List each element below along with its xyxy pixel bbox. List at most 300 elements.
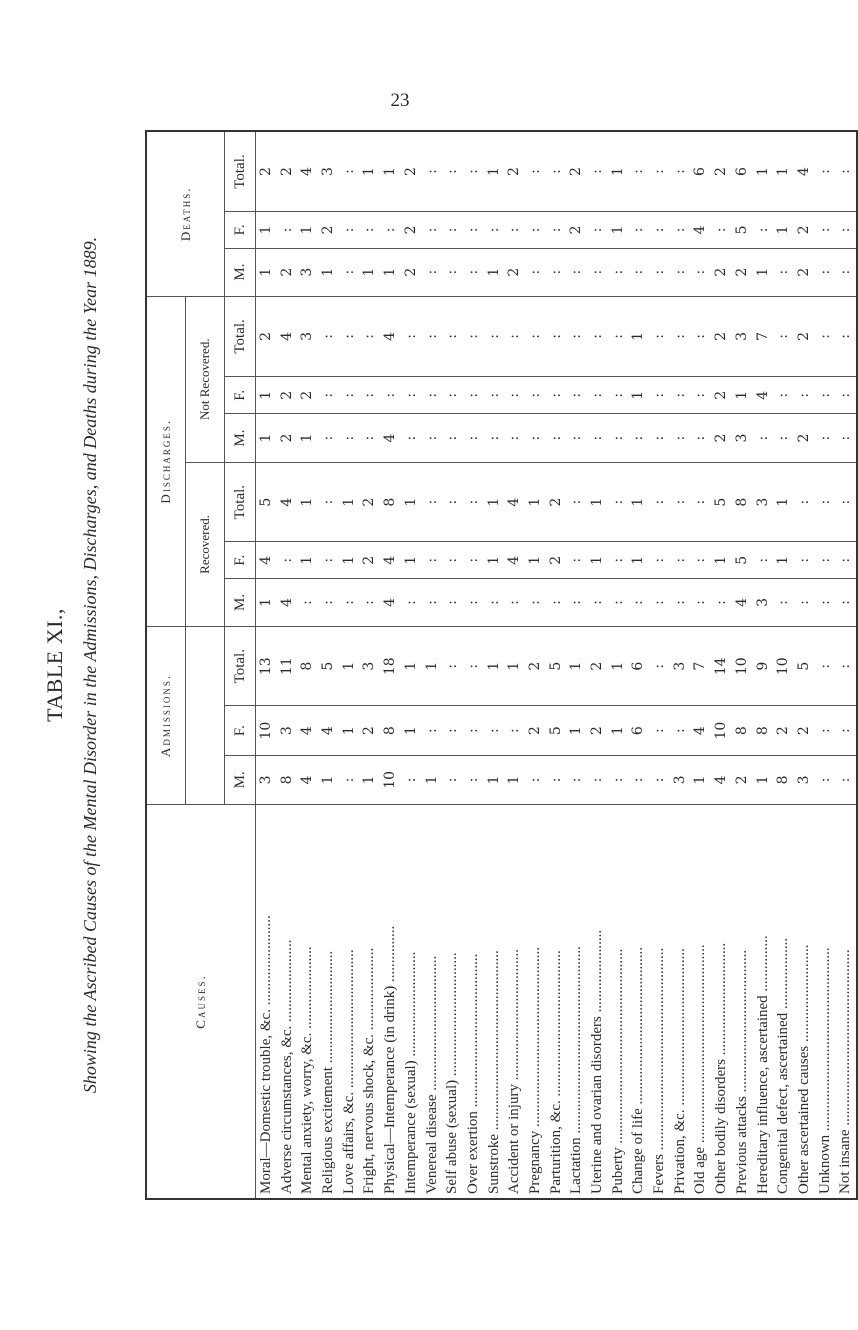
table-cell: :: [485, 392, 502, 398]
table-cell: 1: [258, 267, 274, 277]
table-cell: :: [444, 269, 461, 275]
table-cell: 5: [258, 497, 274, 507]
table-cell: 4: [506, 497, 523, 507]
table-subtitle: Showing the Ascribed Causes of the Mental Disorder in the Admissions, Discharges, and Deaths during the Year 1889.: [80, 236, 100, 1094]
table-cell: :: [837, 600, 854, 605]
table-cell: 2: [713, 331, 730, 341]
table-cell: 1: [713, 555, 730, 565]
table-cell: :: [402, 777, 419, 783]
table-cell: :: [651, 227, 668, 233]
table-cell: :: [485, 600, 502, 605]
table-cell: 3: [299, 267, 316, 277]
table-cell: 2: [258, 331, 274, 341]
table-cell: :: [630, 777, 647, 783]
not-recovered-total-column: [256, 296, 857, 377]
admissions-total-header: Total.: [225, 626, 256, 706]
table-cell: 1: [258, 390, 274, 400]
table-cell: 2: [795, 726, 812, 736]
table-cell: 1: [382, 167, 399, 177]
table-cell: 2: [506, 267, 523, 277]
cause-label: Physical—Intemperance (in drink) ...............: [382, 925, 399, 1194]
not-recovered-f-column: [256, 377, 857, 414]
table-cell: 8: [754, 726, 771, 736]
table-cell: :: [464, 392, 481, 398]
admissions-total-column: [256, 626, 857, 706]
table-cell: :: [651, 499, 668, 505]
table-cell: 1: [299, 497, 316, 507]
table-cell: 4: [278, 331, 295, 341]
table-cell: 4: [692, 225, 709, 235]
table-cell: :: [671, 600, 688, 605]
admissions-f-column: [256, 706, 857, 755]
table-cell: :: [692, 557, 709, 563]
table-cell: 1: [361, 167, 378, 177]
table-cell: 2: [402, 267, 419, 277]
not-recovered-total-header: Total.: [225, 296, 256, 377]
table-cell: 3: [754, 497, 771, 507]
table-cell: :: [754, 557, 771, 563]
table-cell: 8: [733, 726, 750, 736]
not-recovered-header: Not Recovered.: [186, 296, 225, 462]
table-cell: :: [775, 269, 792, 275]
admissions-header: Admissions.: [146, 626, 186, 804]
cause-label: Uterine and ovarian disorders ......................: [589, 929, 605, 1194]
table-cell: :: [464, 728, 481, 733]
table-cell: :: [713, 227, 730, 233]
table-cell: :: [423, 334, 440, 339]
recovered-total-header: Total.: [225, 462, 256, 542]
table-cell: :: [547, 435, 564, 441]
table-cell: 1: [382, 267, 399, 277]
table-cell: 2: [278, 167, 295, 177]
table-cell: 4: [733, 598, 750, 607]
table-cell: 1: [775, 497, 792, 507]
column-header-row: [225, 131, 256, 1199]
table-cell: :: [526, 435, 543, 441]
table-cell: 2: [795, 331, 812, 341]
table-cell: :: [589, 435, 605, 441]
table-cell: :: [692, 392, 709, 398]
table-cell: :: [837, 435, 854, 441]
table-cell: 3: [278, 726, 295, 736]
table-cell: :: [651, 269, 668, 275]
table-cell: 2: [713, 433, 730, 443]
table-cell: :: [671, 392, 688, 398]
table-cell: 2: [320, 225, 337, 235]
table-cell: :: [340, 334, 357, 339]
deaths-m-header: M.: [225, 248, 256, 296]
table-cell: :: [816, 334, 833, 339]
table-cell: 4: [506, 555, 523, 565]
table-cell: 4: [382, 331, 399, 341]
table-cell: :: [795, 499, 812, 505]
table-cell: 4: [299, 167, 316, 177]
table-cell: :: [816, 435, 833, 441]
table-cell: :: [775, 600, 792, 605]
table-cell: 3: [299, 331, 316, 341]
cause-label: Sunstroke ................................................: [485, 950, 502, 1194]
table-cell: 4: [382, 433, 399, 443]
table-cell: 2: [547, 497, 564, 507]
table-cell: 3: [320, 167, 337, 177]
table-cell: :: [547, 600, 564, 605]
table-cell: 1: [258, 433, 274, 443]
table-cell: :: [568, 392, 585, 398]
table-cell: 1: [754, 775, 771, 785]
table-cell: :: [651, 557, 668, 563]
table-cell: 2: [795, 433, 812, 443]
table-cell: :: [423, 435, 440, 441]
table-cell: :: [651, 777, 668, 783]
table-cell: 1: [299, 225, 316, 235]
table-cell: 5: [547, 726, 564, 736]
table-cell: 1: [320, 267, 337, 277]
table-cell: 2: [713, 267, 730, 277]
table-cell: :: [609, 269, 626, 275]
table-cell: :: [506, 227, 523, 233]
table-cell: :: [464, 777, 481, 783]
admissions-m-column: [256, 755, 857, 804]
table-cell: :: [402, 392, 419, 398]
table-cell: 2: [589, 726, 605, 736]
table-cell: 2: [589, 661, 605, 671]
table-cell: :: [547, 169, 564, 174]
table-cell: :: [754, 227, 771, 233]
table-cell: :: [320, 392, 337, 398]
table-cell: 2: [278, 433, 295, 443]
table-cell: 1: [340, 555, 357, 565]
table-label: TABLE XI.,: [42, 608, 67, 722]
table-cell: 1: [340, 497, 357, 507]
not-recovered-m-header: M.: [225, 414, 256, 463]
table-cell: 1: [485, 167, 502, 177]
table-cell: :: [795, 392, 812, 398]
table-cell: :: [444, 557, 461, 563]
table-cell: :: [506, 728, 523, 733]
table-cell: :: [526, 169, 543, 174]
table-cell: :: [671, 435, 688, 441]
table-cell: :: [671, 499, 688, 505]
table-cell: 4: [278, 598, 295, 607]
table-cell: 2: [361, 497, 378, 507]
table-cell: :: [630, 227, 647, 233]
table-cell: 18: [382, 657, 399, 676]
table-cell: :: [816, 392, 833, 398]
table-cell: 1: [320, 775, 337, 785]
deaths-total-header: Total.: [225, 131, 256, 212]
cause-label: Intemperance (sexual) ............................: [402, 951, 419, 1194]
table-cell: 1: [485, 267, 502, 277]
table-cell: 3: [733, 331, 750, 341]
table-cell: :: [630, 435, 647, 441]
table-cell: 1: [630, 555, 647, 565]
table-cell: :: [464, 600, 481, 605]
table-cell: 1: [775, 555, 792, 565]
table-cell: 1: [609, 225, 626, 235]
table-cell: :: [692, 600, 709, 605]
cause-label: Adverse circumstances, &c. ......................: [278, 939, 295, 1194]
table-cell: 10: [733, 657, 750, 676]
table-cell: :: [423, 169, 440, 174]
cause-label: Over exertion .........................................: [464, 953, 481, 1194]
cause-label: Other ascertained causes ..........................: [795, 944, 812, 1194]
table-cell: :: [816, 499, 833, 505]
table-cell: :: [795, 600, 812, 605]
table-cell: :: [651, 728, 668, 733]
table-cell: :: [423, 392, 440, 398]
table-cell: 5: [547, 661, 564, 671]
cause-label: Not insane ...............................................: [837, 949, 854, 1194]
deaths-header: Deaths.: [146, 131, 225, 296]
table-cell: :: [402, 435, 419, 441]
causes-table: [145, 130, 858, 1200]
table-cell: :: [485, 728, 502, 733]
table-cell: :: [526, 777, 543, 783]
table-cell: 1: [692, 775, 709, 785]
table-cell: :: [547, 392, 564, 398]
table-cell: :: [754, 435, 771, 441]
table-cell: :: [651, 435, 668, 441]
admissions-m-header: M.: [225, 755, 256, 804]
page-number: 23: [390, 90, 410, 111]
table-cell: :: [485, 227, 502, 233]
table-cell: :: [444, 777, 461, 783]
table-cell: 9: [754, 661, 771, 671]
table-cell: :: [340, 600, 357, 605]
cause-label: Parturition, &c. .......................................: [547, 950, 564, 1194]
table-cell: 3: [754, 598, 771, 607]
table-cell: :: [361, 435, 378, 441]
table-cell: :: [320, 334, 337, 339]
table-cell: 2: [506, 167, 523, 177]
table-cell: :: [692, 269, 709, 275]
table-cell: 1: [630, 390, 647, 400]
table-cell: :: [547, 227, 564, 233]
table-cell: 4: [754, 390, 771, 400]
table-cell: :: [692, 499, 709, 505]
table-cell: 3: [258, 775, 274, 785]
table-cell: :: [609, 557, 626, 563]
table-cell: 2: [278, 267, 295, 277]
table-cell: 2: [568, 167, 585, 177]
cause-label: Venereal disease ....................................: [423, 955, 440, 1194]
table-cell: 1: [402, 726, 419, 736]
table-cell: 4: [382, 598, 399, 607]
table-cell: :: [837, 227, 854, 233]
table-cell: 1: [568, 726, 585, 736]
table-cell: 1: [485, 775, 502, 785]
table-cell: 1: [526, 555, 543, 565]
table-cell: :: [816, 269, 833, 275]
cause-label: Religious excitement ..............................: [320, 950, 337, 1194]
table-cell: 7: [754, 331, 771, 341]
cause-label: Lactation ..................................................: [568, 946, 585, 1194]
table-cell: :: [382, 392, 399, 398]
table-cell: 5: [320, 661, 337, 671]
table-cell: 2: [526, 661, 543, 671]
cause-label: Mental anxiety, worry, &c. ......................: [299, 946, 316, 1194]
table-cell: :: [444, 600, 461, 605]
table-cell: :: [340, 227, 357, 233]
table-cell: 2: [361, 555, 378, 565]
table-cell: 2: [733, 775, 750, 785]
table-cell: :: [837, 663, 854, 669]
table-cell: :: [320, 600, 337, 605]
table-cell: 10: [713, 721, 730, 740]
table-cell: 1: [609, 167, 626, 177]
deaths-f-column: [256, 212, 857, 249]
table-cell: :: [816, 728, 833, 733]
table-cell: 13: [258, 657, 274, 676]
table-cell: :: [589, 169, 605, 174]
table-cell: :: [444, 392, 461, 398]
table-cell: :: [320, 557, 337, 563]
deaths-f-header: F.: [225, 212, 256, 249]
table-cell: :: [568, 499, 585, 505]
table-cell: :: [568, 435, 585, 441]
table-cell: :: [837, 499, 854, 505]
table-cell: 4: [382, 555, 399, 565]
table-cell: :: [361, 227, 378, 233]
table-cell: :: [444, 435, 461, 441]
table-cell: :: [361, 600, 378, 605]
table-cell: 1: [258, 598, 274, 607]
admissions-spacer: [186, 626, 225, 804]
table-cell: :: [713, 600, 730, 605]
table-cell: 14: [713, 657, 730, 676]
table-cell: 1: [361, 775, 378, 785]
table-cell: :: [361, 392, 378, 398]
table-cell: :: [340, 269, 357, 275]
table-cell: 2: [795, 225, 812, 235]
table-cell: 2: [713, 390, 730, 400]
table-cell: :: [609, 435, 626, 441]
table-cell: :: [340, 777, 357, 783]
table-cell: 1: [506, 661, 523, 671]
admissions-f-header: F.: [225, 706, 256, 755]
table-cell: :: [464, 435, 481, 441]
causes-column: [256, 805, 857, 1200]
table-cell: :: [837, 169, 854, 174]
cause-label: Self abuse (sexual) .................................: [444, 952, 461, 1194]
table-cell: :: [775, 435, 792, 441]
table-cell: :: [671, 334, 688, 339]
table-cell: 10: [382, 770, 399, 789]
table-cell: 1: [733, 390, 750, 400]
table-cell: :: [589, 392, 605, 398]
not-recovered-m-column: [256, 414, 857, 463]
table-cell: :: [568, 557, 585, 563]
table-cell: 1: [568, 661, 585, 671]
table-cell: :: [609, 777, 626, 783]
table-cell: :: [464, 227, 481, 233]
table-cell: 2: [361, 726, 378, 736]
table-cell: :: [444, 334, 461, 339]
table-cell: :: [816, 600, 833, 605]
cause-label: Unknown .................................................: [816, 947, 833, 1194]
table-cell: 6: [630, 661, 647, 671]
table-cell: 4: [299, 775, 316, 785]
table-cell: 2: [402, 225, 419, 235]
table-cell: :: [402, 600, 419, 605]
table-cell: 5: [795, 661, 812, 671]
cause-label: Puberty ....................................................: [609, 948, 626, 1194]
table-cell: 8: [382, 497, 399, 507]
table-cell: :: [837, 557, 854, 563]
table-cell: 1: [402, 497, 419, 507]
table-cell: :: [630, 169, 647, 174]
table-cell: 2: [547, 555, 564, 565]
table-cell: 8: [299, 661, 316, 671]
recovered-f-column: [256, 542, 857, 579]
deaths-total-column: [256, 131, 857, 212]
table-cell: 5: [713, 497, 730, 507]
table-cell: 1: [402, 661, 419, 671]
table-cell: :: [816, 777, 833, 783]
table-cell: :: [361, 334, 378, 339]
causes-header: Causes.: [146, 805, 256, 1200]
table-cell: :: [423, 269, 440, 275]
table-cell: :: [837, 334, 854, 339]
table-cell: 2: [713, 167, 730, 177]
table-cell: 1: [423, 775, 440, 785]
table-cell: 1: [361, 267, 378, 277]
table-cell: 2: [568, 225, 585, 235]
table-cell: :: [402, 334, 419, 339]
table-cell: :: [423, 227, 440, 233]
table-cell: 2: [526, 726, 543, 736]
table-cell: 4: [299, 726, 316, 736]
cause-label: Fright, nervous shock, &c. ......................: [361, 947, 378, 1194]
table-cell: :: [444, 728, 461, 733]
table-cell: :: [671, 227, 688, 233]
table-cell: :: [816, 227, 833, 233]
table-cell: :: [464, 169, 481, 174]
table-cell: :: [444, 227, 461, 233]
table-cell: :: [340, 392, 357, 398]
table-cell: :: [423, 728, 440, 733]
table-cell: :: [506, 435, 523, 441]
table-cell: :: [464, 557, 481, 563]
table-cell: :: [506, 392, 523, 398]
table-cell: :: [671, 269, 688, 275]
table-cell: :: [547, 334, 564, 339]
table-cell: :: [464, 499, 481, 505]
table-cell: 1: [526, 497, 543, 507]
table-cell: 5: [733, 555, 750, 565]
table-cell: 2: [258, 167, 274, 177]
table-cell: :: [568, 334, 585, 339]
table-cell: 6: [733, 167, 750, 177]
table-cell: 4: [278, 497, 295, 507]
recovered-header: Recovered.: [186, 462, 225, 626]
table-cell: 3: [671, 775, 688, 785]
table-cell: :: [299, 600, 316, 605]
table-cell: 8: [382, 726, 399, 736]
table-cell: 2: [733, 267, 750, 277]
table-cell: :: [526, 269, 543, 275]
table-cell: 3: [733, 433, 750, 443]
table-cell: :: [589, 777, 605, 783]
table-cell: 1: [630, 331, 647, 341]
table-cell: 4: [258, 555, 274, 565]
table-cell: :: [547, 269, 564, 275]
table-cell: :: [485, 334, 502, 339]
table-cell: :: [506, 600, 523, 605]
table-cell: 3: [795, 775, 812, 785]
table-cell: 1: [754, 267, 771, 277]
table-cell: 1: [630, 497, 647, 507]
